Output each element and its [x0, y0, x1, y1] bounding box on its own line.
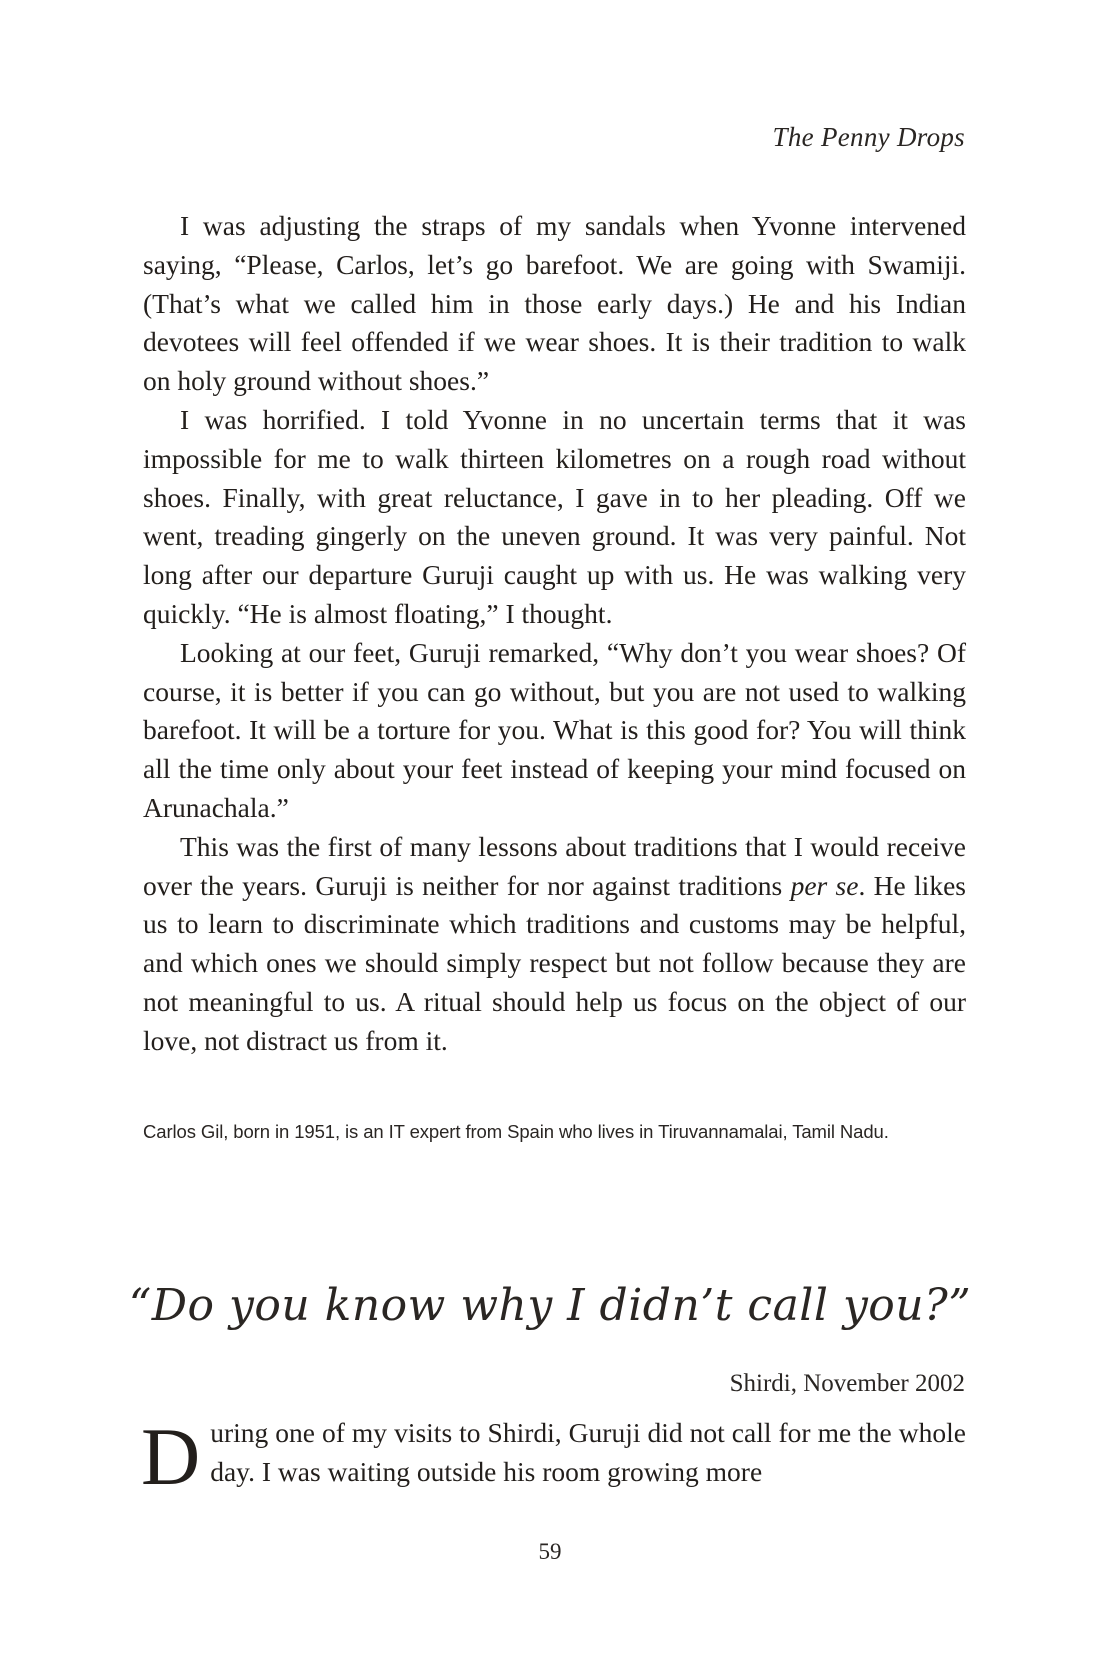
author-footnote: Carlos Gil, born in 1951, is an IT expert from Spain who lives in Tiruvannamalai, Tamil Nadu. — [143, 1121, 889, 1142]
paragraph-4-text-end: . He likes us to learn to discriminate which traditions and customs may be helpful, and which ones we should simply respect but not follow because they are not meaningful to us. A ritual should help us focus on the object of our love, not distract us from it. — [143, 869, 966, 1056]
paragraph-1: I was adjusting the straps of my sandals when Yvonne intervened saying, “Please, Carlos, let’s go barefoot. We are going with Swamiji. (That’s what we called him in those early days.) He and his Indian devotees will feel offended if we wear shoes. It is their tradition to walk on holy ground without shoes.” — [143, 210, 966, 397]
paragraph-4-text-start: This was the first of many lessons about traditions that I would receive over the years. Guruji is neither for nor against traditions — [143, 830, 966, 901]
paragraph-4-italic: per se — [790, 869, 859, 901]
chapter-title: “Do you know why I didn’t call you?” — [128, 1280, 972, 1331]
page-number: 59 — [538, 1539, 562, 1564]
story-body — [143, 207, 966, 1061]
chapter-opening-paragraph — [141, 1411, 966, 1502]
paragraph-4 — [143, 828, 966, 1061]
paragraph-2: I was horrified. I told Yvonne in no uncertain terms that it was impossible for me to walk thirteen kilometres on a rough road without shoes. Finally, with great reluctance, I gave in to her pleading. Off we went, treading gingerly on the uneven ground. It was very painful. Not long after our departure Guruji caught up with us. He was walking very quickly. “He is almost floating,” I thought. — [143, 403, 966, 629]
chapter-place-date: Shirdi, November 2002 — [729, 1370, 965, 1397]
chapter-opening-text: uring one of my visits to Shirdi, Guruji did not call for me the whole day. I was waiting outside his room growing more — [210, 1417, 966, 1487]
chapter-opening — [141, 1411, 966, 1502]
running-head: The Penny Drops — [772, 122, 965, 152]
drop-cap: D — [141, 1411, 201, 1502]
paragraph-3: Looking at our feet, Guruji remarked, “Why don’t you wear shoes? Of course, it is better if you can go without, but you are not used to walking barefoot. It will be a torture for you. What is this good for? You will think all the time only about your feet instead of keeping your mind focused on Arunachala.” — [143, 636, 966, 823]
